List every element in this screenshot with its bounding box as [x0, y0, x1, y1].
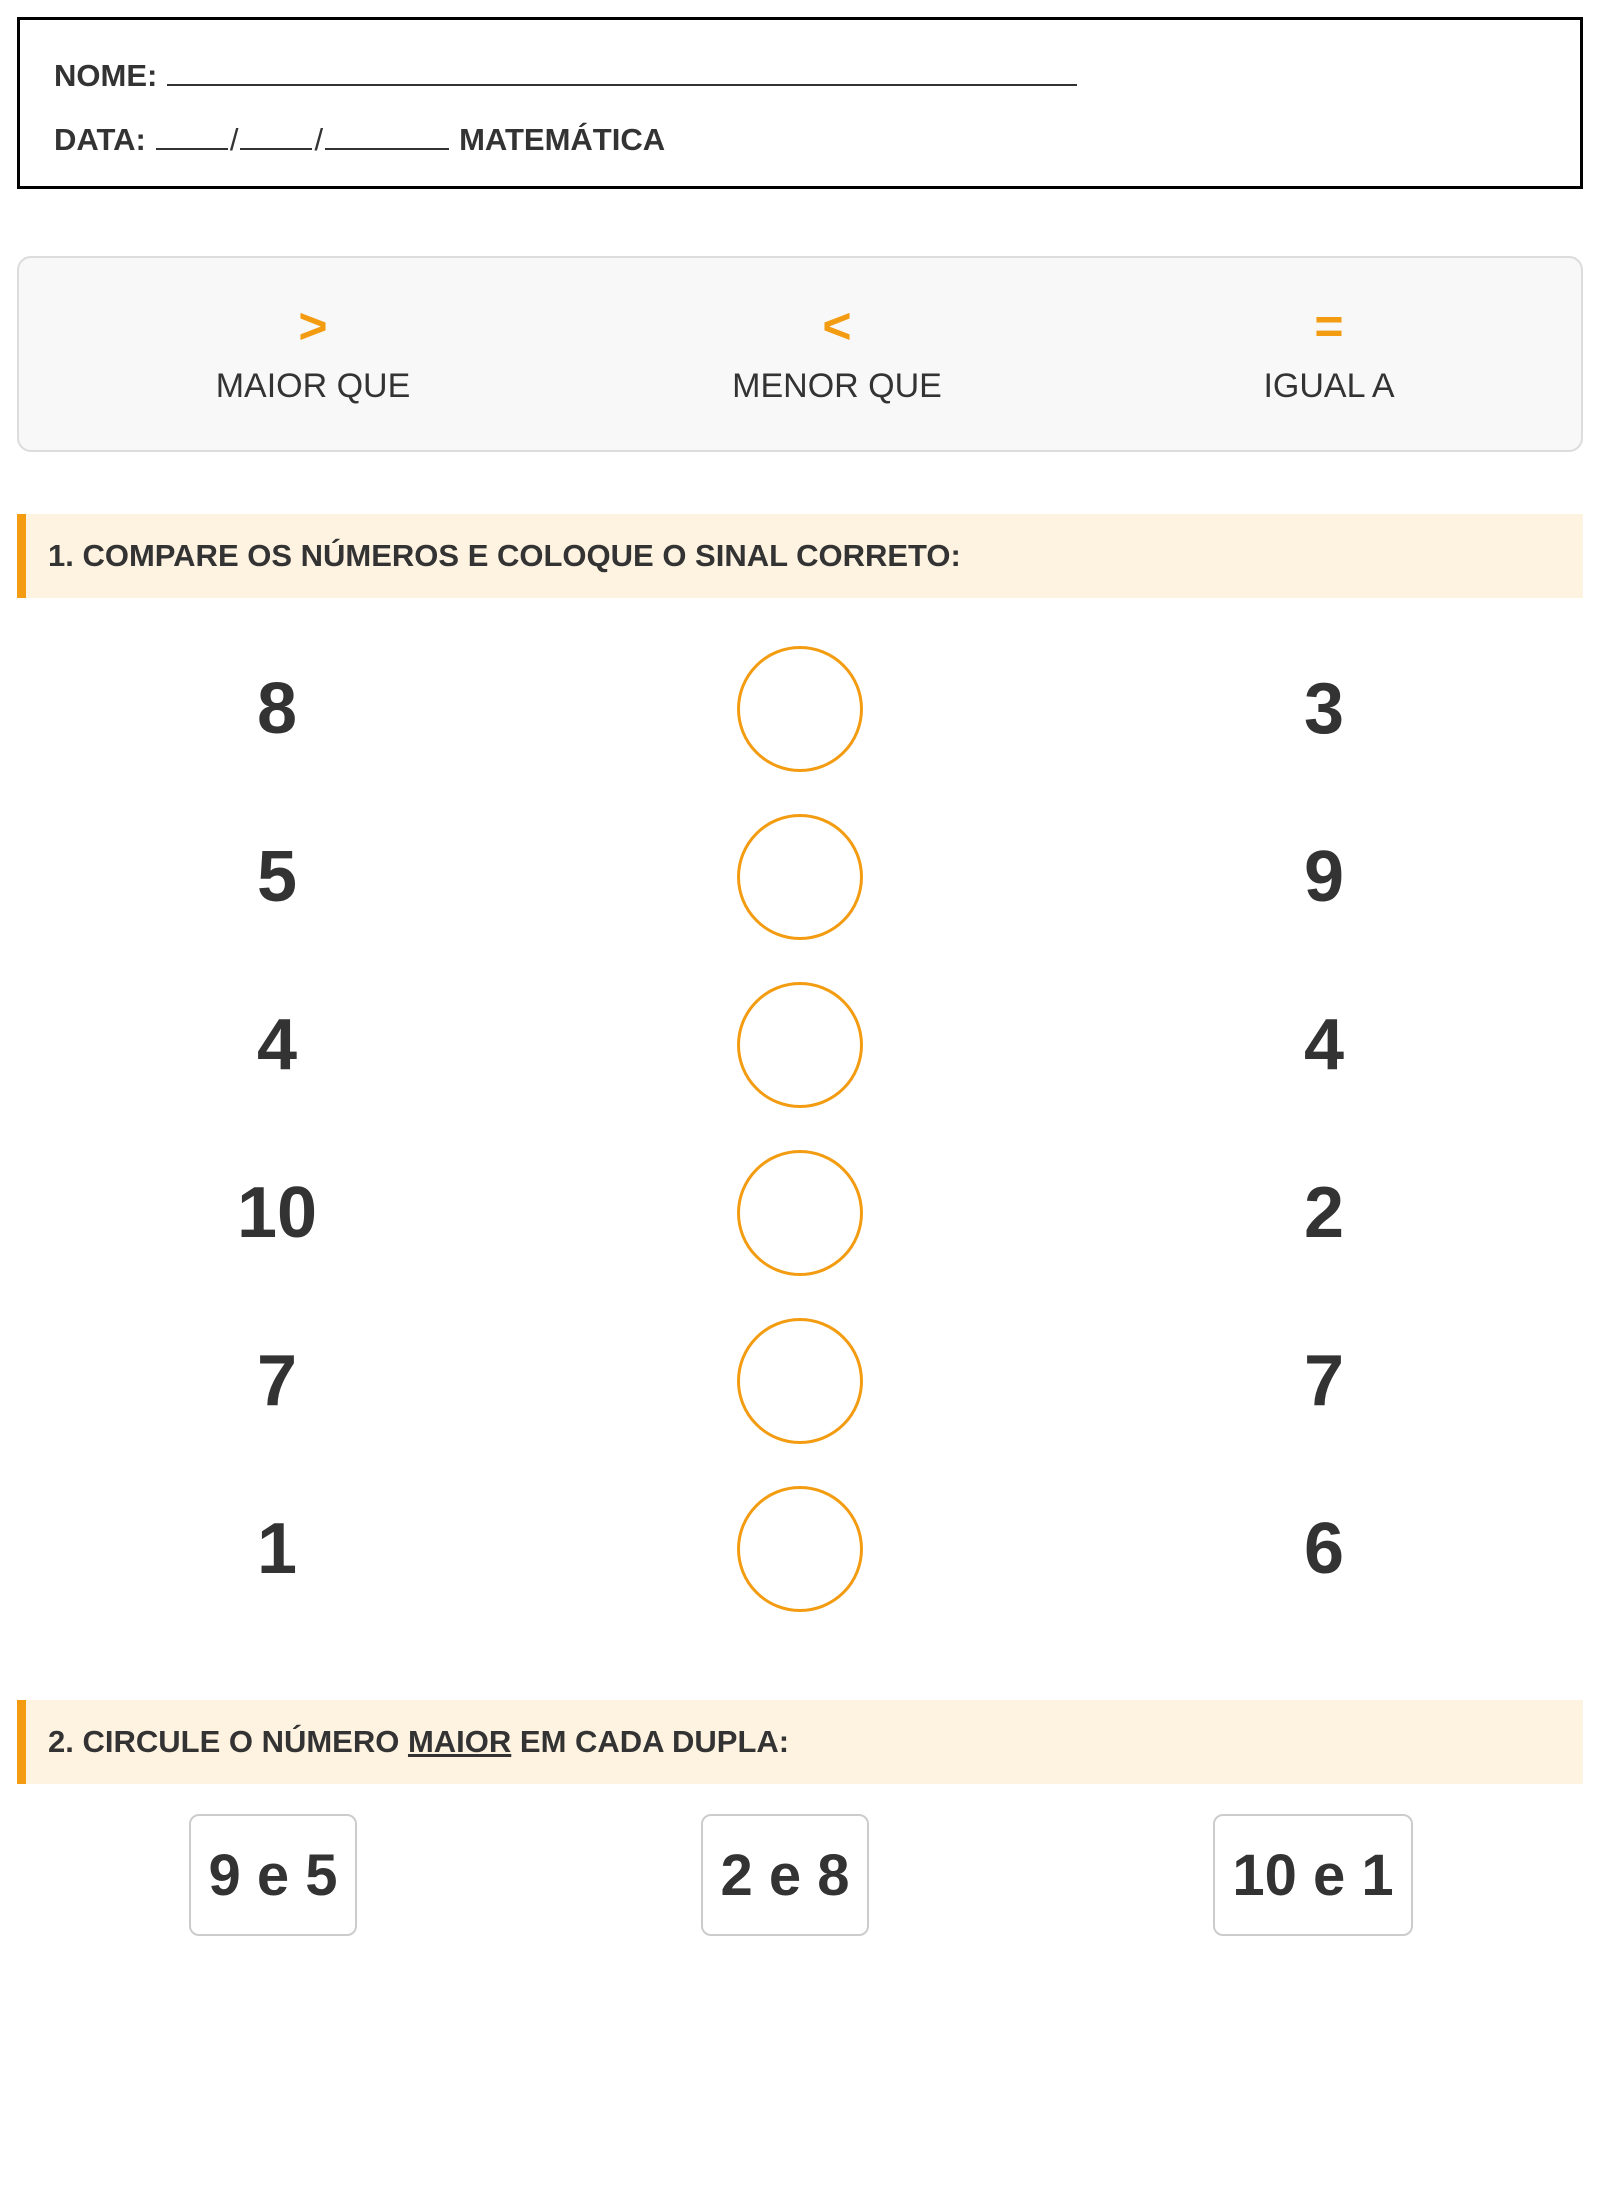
comparison-row — [0, 814, 1600, 940]
left-number: 1 — [256, 1509, 298, 1589]
right-number: 6 — [1303, 1509, 1345, 1589]
name-blank[interactable] — [167, 56, 1077, 86]
comparison-row — [0, 646, 1600, 772]
comparison-row — [0, 1486, 1600, 1612]
right-number: 7 — [1303, 1341, 1345, 1421]
date-month-blank[interactable] — [240, 120, 312, 150]
right-number: 4 — [1303, 1005, 1345, 1085]
answer-circle[interactable] — [737, 646, 863, 772]
greater-than-symbol: > — [298, 298, 328, 354]
comparison-row — [0, 1318, 1600, 1444]
comparison-row — [0, 982, 1600, 1108]
legend-greater-than — [113, 298, 513, 406]
section-1-title-text: 1. COMPARE OS NÚMEROS E COLOQUE O SINAL CORRETO: — [48, 538, 961, 573]
left-number: 4 — [256, 1005, 298, 1085]
left-number: 10 — [236, 1173, 318, 1253]
right-number: 9 — [1303, 837, 1345, 917]
section-2-title-suffix: EM CADA DUPLA: — [511, 1724, 790, 1759]
less-than-symbol: < — [822, 298, 852, 354]
section-1-title — [17, 514, 1583, 598]
right-number: 2 — [1303, 1173, 1345, 1253]
section-2-title-prefix: 2. CIRCULE O NÚMERO — [48, 1724, 408, 1759]
left-number: 7 — [256, 1341, 298, 1421]
date-year-blank[interactable] — [325, 120, 449, 150]
date-day-blank[interactable] — [156, 120, 228, 150]
less-than-label: MENOR QUE — [732, 367, 942, 405]
date-separator-1: / — [229, 122, 239, 157]
name-label: NOME: — [54, 58, 158, 93]
answer-circle[interactable] — [737, 1318, 863, 1444]
number-pair[interactable]: 9 e 5 — [189, 1814, 357, 1936]
left-number: 8 — [256, 669, 298, 749]
date-line — [54, 120, 665, 158]
answer-circle[interactable] — [737, 1150, 863, 1276]
section-2-title-emphasis: MAIOR — [407, 1724, 512, 1759]
answer-circle[interactable] — [737, 1486, 863, 1612]
comparison-row — [0, 1150, 1600, 1276]
date-label: DATA: — [54, 122, 146, 157]
equal-symbol: = — [1314, 298, 1344, 354]
subject-label: MATEMÁTICA — [459, 122, 666, 157]
left-number: 5 — [256, 837, 298, 917]
name-line — [54, 56, 1077, 94]
right-number: 3 — [1303, 669, 1345, 749]
date-separator-2: / — [314, 122, 324, 157]
legend-less-than — [637, 298, 1037, 406]
equal-label: IGUAL A — [1263, 367, 1395, 405]
section-2-title — [17, 1700, 1583, 1784]
student-info-box — [17, 17, 1583, 189]
number-pair[interactable]: 10 e 1 — [1213, 1814, 1413, 1936]
answer-circle[interactable] — [737, 982, 863, 1108]
number-pair[interactable]: 2 e 8 — [701, 1814, 869, 1936]
symbol-legend — [17, 256, 1583, 452]
answer-circle[interactable] — [737, 814, 863, 940]
greater-than-label: MAIOR QUE — [215, 367, 411, 405]
legend-equal-to — [1129, 298, 1529, 406]
